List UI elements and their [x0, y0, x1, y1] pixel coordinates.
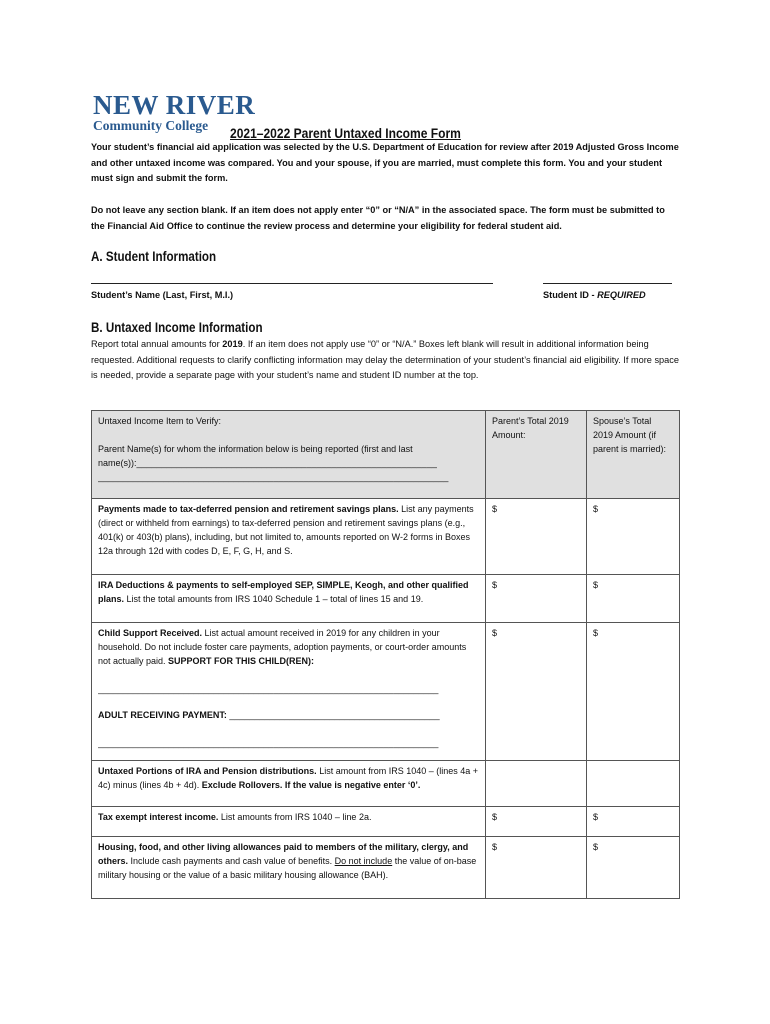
table-row	[92, 761, 680, 807]
row-description: List any payments (direct or withheld from earnings) to tax-deferred pension and retirement savings plans (e.g., 401(k) or 403(b) plans), including, but not limited to, amounts reported on W-2 forms in Boxes 12a through 12d with codes D, E, F, G, H, and S.	[98, 504, 474, 556]
header-item-label: Untaxed Income Item to Verify:	[98, 416, 222, 426]
table-row	[92, 575, 680, 623]
row-tax-exempt-interest	[92, 807, 486, 837]
parent-amount-field[interactable]: $	[486, 837, 587, 899]
table-row	[92, 623, 680, 761]
student-name-label: Student’s Name (Last, First, M.I.)	[91, 290, 234, 300]
row-description: List amounts from IRS 1040 – line 2a.	[218, 812, 372, 822]
spouse-amount-field[interactable]: $	[587, 807, 680, 837]
parent-name-field-2[interactable]: ______________________________________________________________________	[98, 472, 449, 482]
row-description: Include cash payments and cash value of benefits.	[128, 856, 335, 866]
student-id-label-text: Student ID -	[543, 290, 598, 300]
parent-amount-field[interactable]: $	[486, 575, 587, 623]
parent-name-field[interactable]: name(s)):____________________________________________________________	[98, 458, 437, 468]
adult-receiving-field-2[interactable]: ____________________________________________________________________	[98, 738, 439, 748]
table-row	[92, 837, 680, 899]
row-ira-deductions	[92, 575, 486, 623]
parent-amount-field[interactable]: $	[486, 623, 587, 761]
row-description: List the total amounts from IRS 1040 Schedule 1 – total of lines 15 and 19.	[124, 594, 424, 604]
header-parent-total: Parent’s Total 2019 Amount:	[486, 411, 587, 499]
row-living-allowances	[92, 837, 486, 899]
row-title: Tax exempt interest income.	[98, 812, 219, 822]
row-title: Housing, food, and other living allowances paid to members of the military, clergy, and others.	[98, 842, 469, 866]
row-retirement-payments	[92, 499, 486, 575]
section-b-instructions	[91, 337, 681, 384]
header-spouse-total-label: Spouse’s Total 2019 Amount	[593, 416, 652, 440]
parent-amount-field[interactable]: $	[486, 807, 587, 837]
table-header-row	[92, 411, 680, 499]
instructions-lead: Report total annual amounts for	[91, 339, 223, 349]
report-year: 2019	[222, 339, 243, 349]
row-description-end: the value of on-base military housing or the value of a basic military housing allowance (BAH).	[98, 856, 477, 880]
support-child-label: SUPPORT FOR THIS CHILD(REN):	[168, 656, 315, 666]
adult-receiving-payment	[98, 708, 479, 722]
row-ira-pension-distributions	[92, 761, 486, 807]
row-title: Payments made to tax-deferred pension and retirement savings plans.	[98, 504, 399, 514]
adult-receiving-field[interactable]: __________________________________________	[229, 710, 440, 720]
section-b-heading: B. Untaxed Income Information	[91, 320, 263, 335]
table-row	[92, 807, 680, 837]
required-note: REQUIRED	[597, 290, 646, 300]
row-note: Exclude Rollovers. If the value is negative enter ‘0’.	[201, 780, 421, 790]
intro-paragraph-2: Do not leave any section blank. If an item does not apply enter “0” or “N/A” in the associated space. The form must be submitted to the Financial Aid Office to continue the review process and determine your eligibility for federal student aid.	[91, 205, 665, 231]
row-description: List amount from IRS 1040 – (lines 4a + 4c) minus (lines 4b + 4d).	[98, 766, 479, 790]
child-support-text	[98, 626, 479, 668]
row-title: IRA Deductions & payments to self-employed SEP, SIMPLE, Keogh, and other qualified plans.	[98, 580, 469, 604]
parent-amount-field[interactable]	[486, 761, 587, 807]
spouse-amount-field[interactable]: $	[587, 623, 680, 761]
student-id-label	[543, 290, 646, 300]
college-logo-line1: NEW RIVER	[93, 90, 256, 120]
row-title: Child Support Received.	[98, 628, 203, 638]
adult-receiving-label: ADULT RECEIVING PAYMENT:	[98, 710, 230, 720]
section-a-heading: A. Student Information	[91, 249, 217, 264]
row-emphasis: Do not include	[334, 856, 393, 866]
spouse-amount-field[interactable]: $	[587, 837, 680, 899]
form-title: 2021–2022 Parent Untaxed Income Form	[230, 125, 461, 141]
row-title: Untaxed Portions of IRA and Pension distributions.	[98, 766, 317, 776]
parent-name-label: Parent Name(s) for whom the information below is being reported (first and last	[98, 444, 413, 454]
row-child-support	[92, 623, 486, 761]
student-name-field[interactable]	[91, 283, 493, 284]
instructions-rest: . If an item does not apply use “0” or “N/A.” Boxes left blank will result in additional information being requested. Additional requests to clarify conflicting information may delay the determination of your student’s financial aid eligibility. If more space is needed, provide a separate page with your student’s name and student ID number at the top.	[91, 339, 679, 380]
spouse-amount-field[interactable]	[587, 761, 680, 807]
header-spouse-total-note: (if parent is married):	[593, 430, 667, 454]
header-spouse-total	[587, 411, 680, 499]
spouse-amount-field[interactable]: $	[587, 575, 680, 623]
table-row	[92, 499, 680, 575]
child-names-field[interactable]: ____________________________________________________________________	[98, 684, 439, 694]
college-logo-line2: Community College	[93, 118, 209, 133]
spouse-amount-field[interactable]: $	[587, 499, 680, 575]
header-item-cell	[92, 411, 486, 499]
parent-amount-field[interactable]: $	[486, 499, 587, 575]
intro-paragraph-1: Your student’s financial aid application was selected by the U.S. Department of Education for review after 2019 Adjusted Gross Income and other untaxed income was compared. You and your spouse, if you are married, must complete this form. You and your student must sign and submit the form.	[91, 142, 679, 183]
student-id-field[interactable]	[543, 283, 672, 284]
untaxed-income-table	[91, 410, 680, 899]
row-description: List actual amount received in 2019 for any children in your household. Do not include foster care payments, adoption payments, or court-order amounts not actually paid.	[98, 628, 467, 666]
